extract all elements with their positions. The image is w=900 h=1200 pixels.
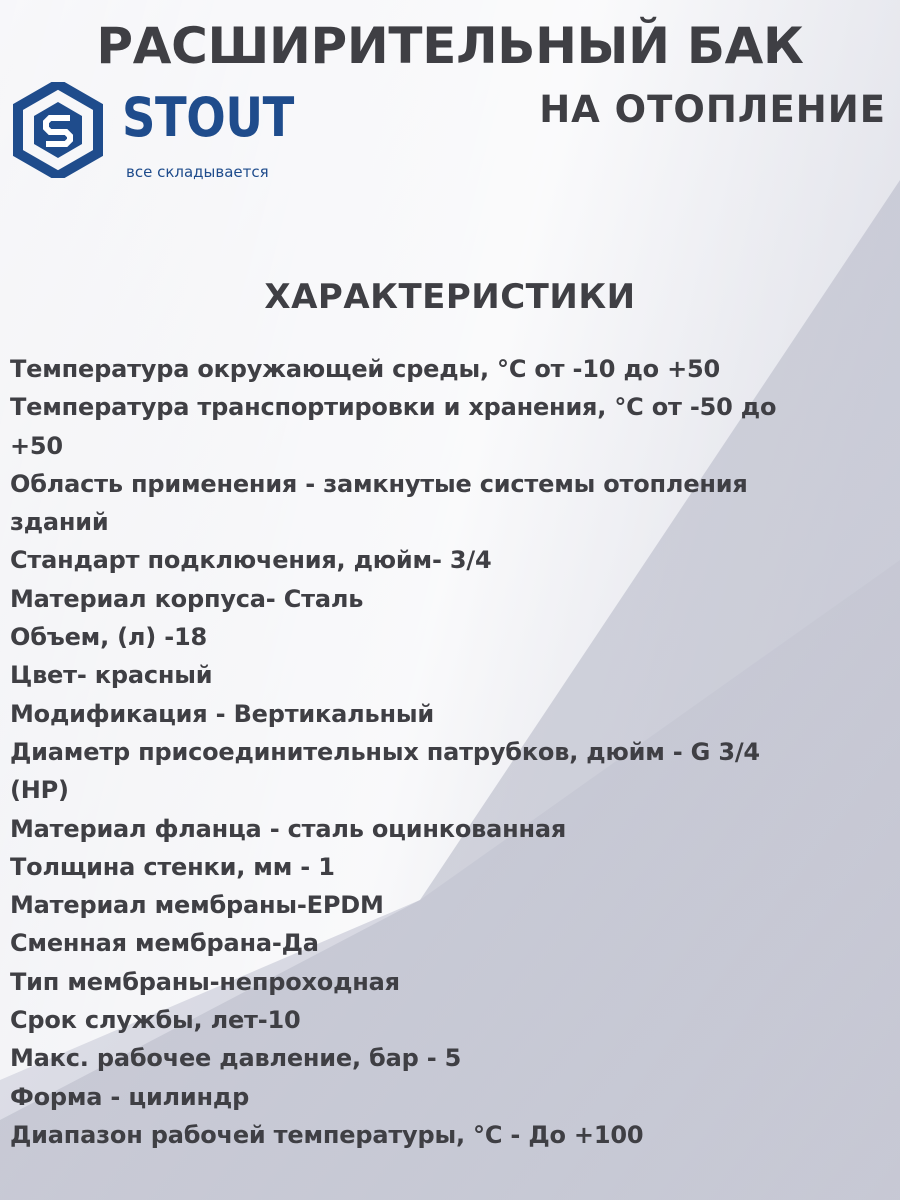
spec-line: Сменная мембрана-Да (10, 929, 319, 958)
spec-line: Стандарт подключения, дюйм- 3/4 (10, 546, 492, 575)
hexagon-s-logo-icon (10, 82, 106, 178)
brand-tagline: все складывается (126, 163, 269, 181)
spec-line: Область применения - замкнутые системы отопления (10, 469, 748, 498)
spec-line: Тип мембраны-непроходная (10, 967, 400, 996)
spec-line: +50 (10, 431, 63, 460)
spec-line: Диаметр присоединительных патрубков, дюйм - G 3/4 (10, 737, 760, 766)
spec-line: Срок службы, лет-10 (10, 1006, 301, 1035)
spec-line: Форма - цилиндр (10, 1082, 250, 1111)
specs-list (10, 350, 890, 1154)
spec-line: Макс. рабочее давление, бар - 5 (10, 1044, 462, 1073)
spec-line: Толщина стенки, мм - 1 (10, 852, 335, 881)
spec-line: Температура транспортировки и хранения, °C от -50 до (10, 393, 777, 422)
spec-line: Модификация - Вертикальный (10, 699, 434, 728)
page-title: РАСШИРИТЕЛЬНЫЙ БАК (96, 17, 804, 75)
section-heading: ХАРАКТЕРИСТИКИ (264, 277, 636, 317)
page-subtitle: НА ОТОПЛЕНИЕ (539, 88, 886, 131)
spec-line: Материал мембраны-EPDM (10, 891, 384, 920)
brand-name: STOUT (122, 86, 294, 149)
spec-line: зданий (10, 508, 109, 537)
spec-line: Диапазон рабочей температуры, °C - До +100 (10, 1120, 644, 1149)
brand-logo (10, 82, 350, 182)
spec-line: (НР) (10, 776, 69, 805)
spec-line: Цвет- красный (10, 661, 213, 690)
spec-line: Температура окружающей среды, °C от -10 до +50 (10, 355, 720, 383)
spec-line: Материал корпуса- Сталь (10, 584, 364, 613)
spec-line: Материал фланца - сталь оцинкованная (10, 814, 567, 843)
spec-line: Объем, (л) -18 (10, 623, 207, 652)
